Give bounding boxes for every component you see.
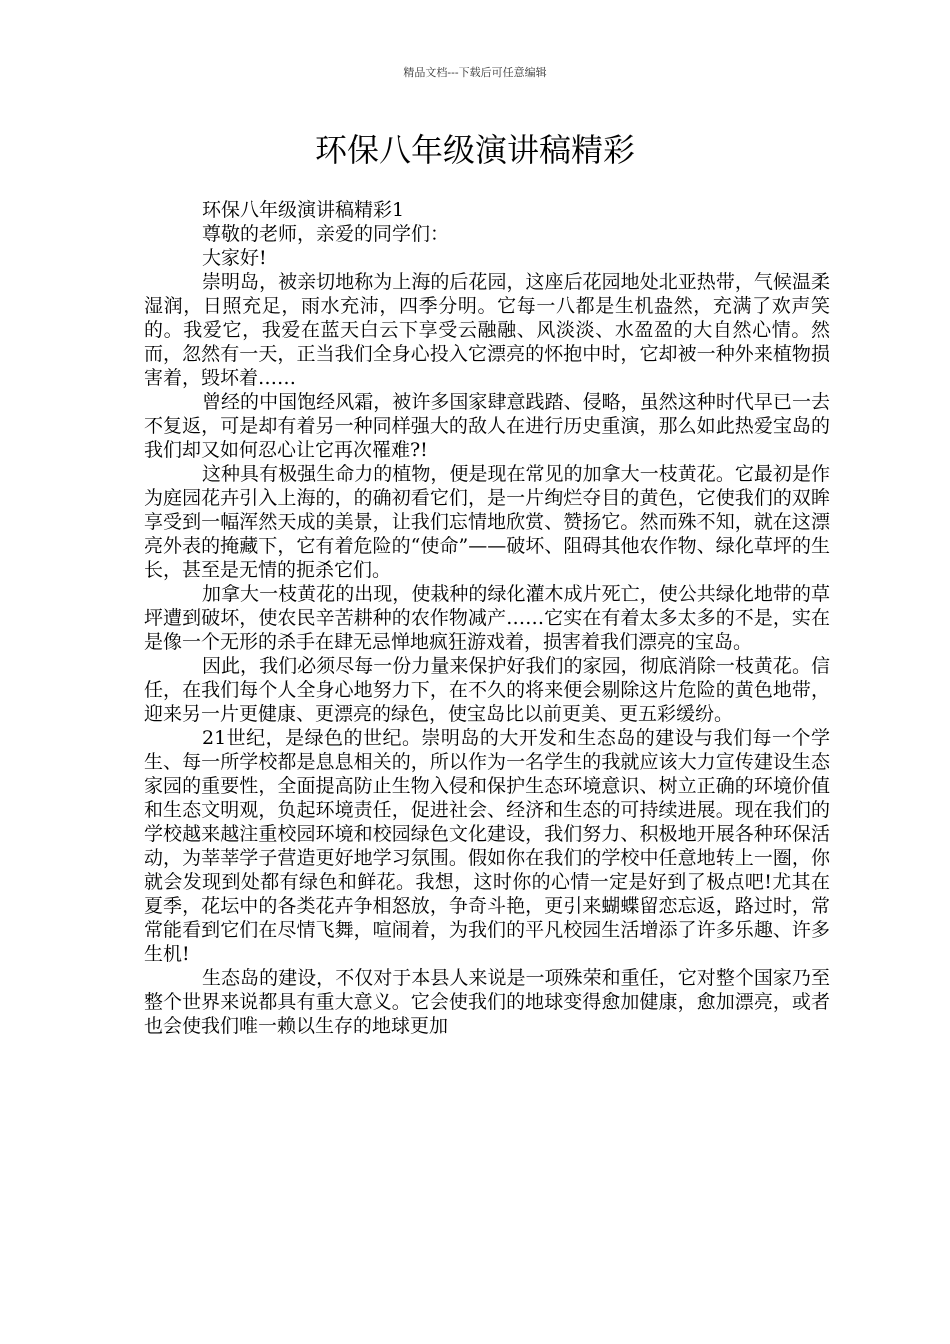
document-body: [144, 198, 830, 1038]
paragraph: 21世纪，是绿色的世纪。崇明岛的大开发和生态岛的建设与我们每一个学生、每一所学校都是息息相关的，所以作为一名学生的我就应该大力宣传建设生态家园的重要性，全面提高防止生物入侵和保护生态环境意识、树立正确的环境价值和生态文明观，负起环境责任，促进社会、经济和生态的可持续进展。现在我们的学校越来越注重校园环境和校园绿色文化建设，我们努力、积极地开展各种环保活动，为莘莘学子营造更好地学习氛围。假如你在我们的学校中任意地转上一圈，你就会发现到处都有绿色和鲜花。我想，这时你的心情一定是好到了极点吧!尤其在夏季，花坛中的各类花卉争相怒放，争奇斗艳，更引来蝴蝶留恋忘返，路过时，常常能看到它们在尽情飞舞，喧闹着，为我们的平凡校园生活增添了许多乐趣、许多生机!: [144, 727, 830, 965]
section-heading: 环保八年级演讲稿精彩1: [202, 199, 405, 221]
greeting: 大家好!: [202, 247, 267, 269]
paragraph: 崇明岛，被亲切地称为上海的后花园，这座后花园地处北亚热带，气候温柔湿润，日照充足，雨水充沛，四季分明。它每一八都是生机盎然，充满了欢声笑的。我爱它，我爱在蓝天白云下享受云融融、风淡淡、水盈盈的大自然心情。然而，忽然有一天，正当我们全身心投入它漂亮的怀抱中时，它却被一种外来植物损害着，毁坏着……: [144, 271, 830, 389]
salutation: 尊敬的老师，亲爱的同学们：: [202, 223, 450, 245]
paragraph: 曾经的中国饱经风霜，被许多国家肆意践踏、侵略，虽然这种时代早已一去不复返，可是却有着另一种同样强大的敌人在进行历史重演，那么如此热爱宝岛的我们却又如何忍心让它再次罹难?!: [144, 391, 830, 461]
paragraph: 因此，我们必须尽每一份力量来保护好我们的家园，彻底消除一枝黄花。信任，在我们每个人全身心地努力下，在不久的将来便会剔除这片危险的黄色地带，迎来另一片更健康、更漂亮的绿色，使宝岛比以前更美、更五彩缓纷。: [144, 655, 830, 725]
document-title: 环保八年级演讲稿精彩: [314, 131, 635, 169]
paragraph: 这种具有极强生命力的植物，便是现在常见的加拿大一枝黄花。它最初是作为庭园花卉引入上海的，的确初看它们，是一片绚烂夺目的黄色，它使我们的双眸享受到一幅浑然天成的美景，让我们忘情地欣赏、赞扬它。然而殊不知，就在这漂亮外表的掩藏下，它有着危险的“使命”——破坏、阻碍其他农作物、绿化草坪的生长，甚至是无情的扼杀它们。: [144, 463, 830, 581]
paragraph: 生态岛的建设，不仅对于本县人来说是一项殊荣和重任，它对整个国家乃至整个世界来说都具有重大意义。它会使我们的地球变得愈加健康，愈加漂亮，或者也会使我们唯一赖以生存的地球更加: [144, 967, 830, 1037]
header-note: 精品文档---下载后可任意编辑: [403, 66, 547, 79]
paragraph: 加拿大一枝黄花的出现，使栽种的绿化灌木成片死亡，使公共绿化地带的草坪遭到破坏，使农民辛苦耕种的农作物减产……它实在有着太多太多的不是，实在是像一个无形的杀手在肆无忌惮地疯狂游戏着，损害着我们漂亮的宝岛。: [144, 583, 830, 653]
